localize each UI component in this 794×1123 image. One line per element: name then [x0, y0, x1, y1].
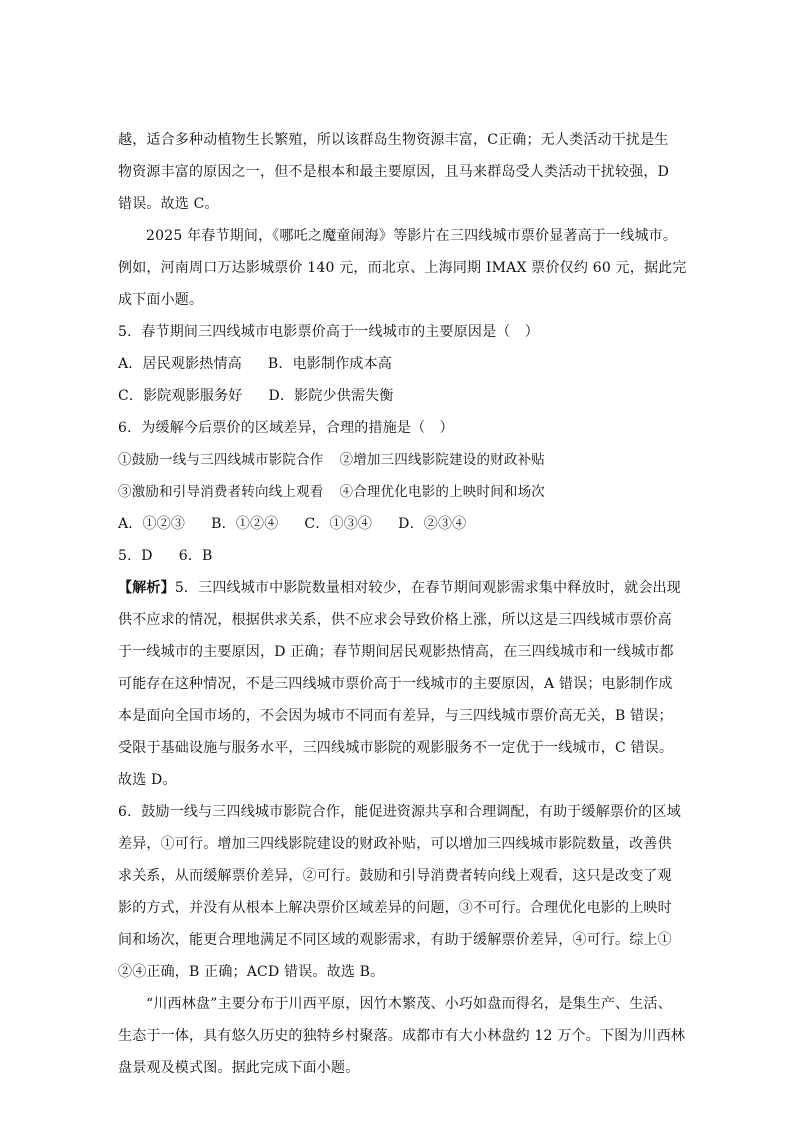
question-6-options — [118, 515, 678, 533]
question-5-stem: 5．春节期间三四线城市电影票价高于一线城市的主要原因是（ ） — [118, 324, 539, 340]
text-line: 物资源丰富的原因之一，但不是根本和最主要原因，且马来群岛受人类活动干扰较强，D — [118, 164, 670, 180]
text-line: 故选 D。 — [118, 772, 177, 788]
text-line: 供不应求的情况，根据供求关系，供不应求会导致价格上涨，所以这是三四线城市票价高 — [118, 612, 672, 628]
analysis-label: 【解析】 — [118, 580, 175, 596]
option-b: B．电影制作成本高 — [267, 356, 393, 372]
text-line: 差异，①可行。增加三四线影院建设的财政补贴，可以增加三四线城市影院数量，改善供 — [118, 836, 672, 852]
text-line: 求关系，从而缓解票价差异，②可行。鼓励和引导消费者转向线上观看，这只是改变了观 — [118, 868, 672, 884]
option-a: A．①②③ — [118, 516, 186, 532]
option-c: C．①③④ — [304, 516, 373, 532]
statement-4: ④合理优化电影的上映时间和场次 — [339, 484, 545, 500]
text-line: 6．鼓励一线与三四线城市影院合作，能促进资源共享和合理调配，有助于缓解票价的区域 — [118, 804, 681, 820]
analysis-line — [118, 579, 681, 597]
statement-3: ③激励和引导消费者转向线上观看 — [118, 484, 324, 500]
text-line: 间和场次，能更合理地满足不同区域的观影需求，有助于缓解票价差异，④可行。综上① — [118, 932, 672, 948]
option-d: D．影院少供需失衡 — [268, 388, 394, 404]
text-line: 生态于一体，具有悠久历史的独特乡村聚落。成都市有大小林盘约 12 万个。下图为川西林 — [118, 1028, 686, 1044]
text-line: 越，适合多种动植物生长繁殖，所以该群岛生物资源丰富，C正确；无人类活动干扰是生 — [118, 132, 669, 148]
question-5-options-row-2 — [118, 387, 678, 405]
text-line: 受限于基础设施与服务水平，三四线城市影院的观影服务不一定优于一线城市，C 错误。 — [118, 740, 674, 756]
text-line: 成下面小题。 — [118, 292, 204, 308]
text-line: 盘景观及模式图。据此完成下面小题。 — [118, 1060, 360, 1076]
text-line: 本是面向全国市场的，不会因为城市不同而有差异，与三四线城市票价高无关，B 错误； — [118, 708, 673, 724]
text-line: 于一线城市的主要原因，D 正确；春节期间居民观影热情高，在三四线城市和一线城市都 — [118, 644, 674, 660]
question-6-stem: 6．为缓解今后票价的区域差异，合理的措施是（ ） — [118, 420, 454, 436]
statement-1: ①鼓励一线与三四线城市影院合作 — [118, 452, 324, 468]
answer-6: 6．B — [178, 548, 213, 564]
question-5-options-row-1 — [118, 355, 678, 373]
text-line: 2025 年春节期间，《哪吒之魔童闹海》等影片在三四线城市票价显著高于一线城市。 — [146, 228, 678, 244]
text-line: 可能存在这种情况，不是三四线城市票价高于一线城市的主要原因，A 错误；电影制作成 — [118, 676, 673, 692]
option-a: A．居民观影热情高 — [118, 356, 242, 372]
text-line: 错误。故选 C。 — [118, 196, 219, 212]
text-line: “川西林盘”主要分布于川西平原，因竹木繁茂、小巧如盘而得名，是集生产、生活、 — [146, 996, 672, 1012]
analysis-text: 5．三四线城市中影院数量相对较少，在春节期间观影需求集中释放时，就会出现 — [174, 580, 681, 596]
option-d: D．②③④ — [398, 516, 467, 532]
statement-2: ②增加三四线影院建设的财政补贴 — [339, 452, 545, 468]
text-line: ②④正确，B 正确；ACD 错误。故选 B。 — [118, 964, 385, 980]
text-line: 影的方式，并没有从根本上解决票价区域差异的问题，③不可行。合理优化电影的上映时 — [118, 900, 672, 916]
question-6-statements-row-2 — [118, 483, 678, 501]
answers-line — [118, 547, 678, 565]
question-6-statements-row-1 — [118, 451, 678, 469]
option-c: C．影院观影服务好 — [118, 388, 243, 404]
answer-5: 5．D — [118, 548, 153, 564]
text-line: 例如，河南周口万达影城票价 140 元，而北京、上海同期 IMAX 票价仅约 60 元，据此完 — [118, 260, 687, 276]
option-b: B．①②④ — [211, 516, 279, 532]
